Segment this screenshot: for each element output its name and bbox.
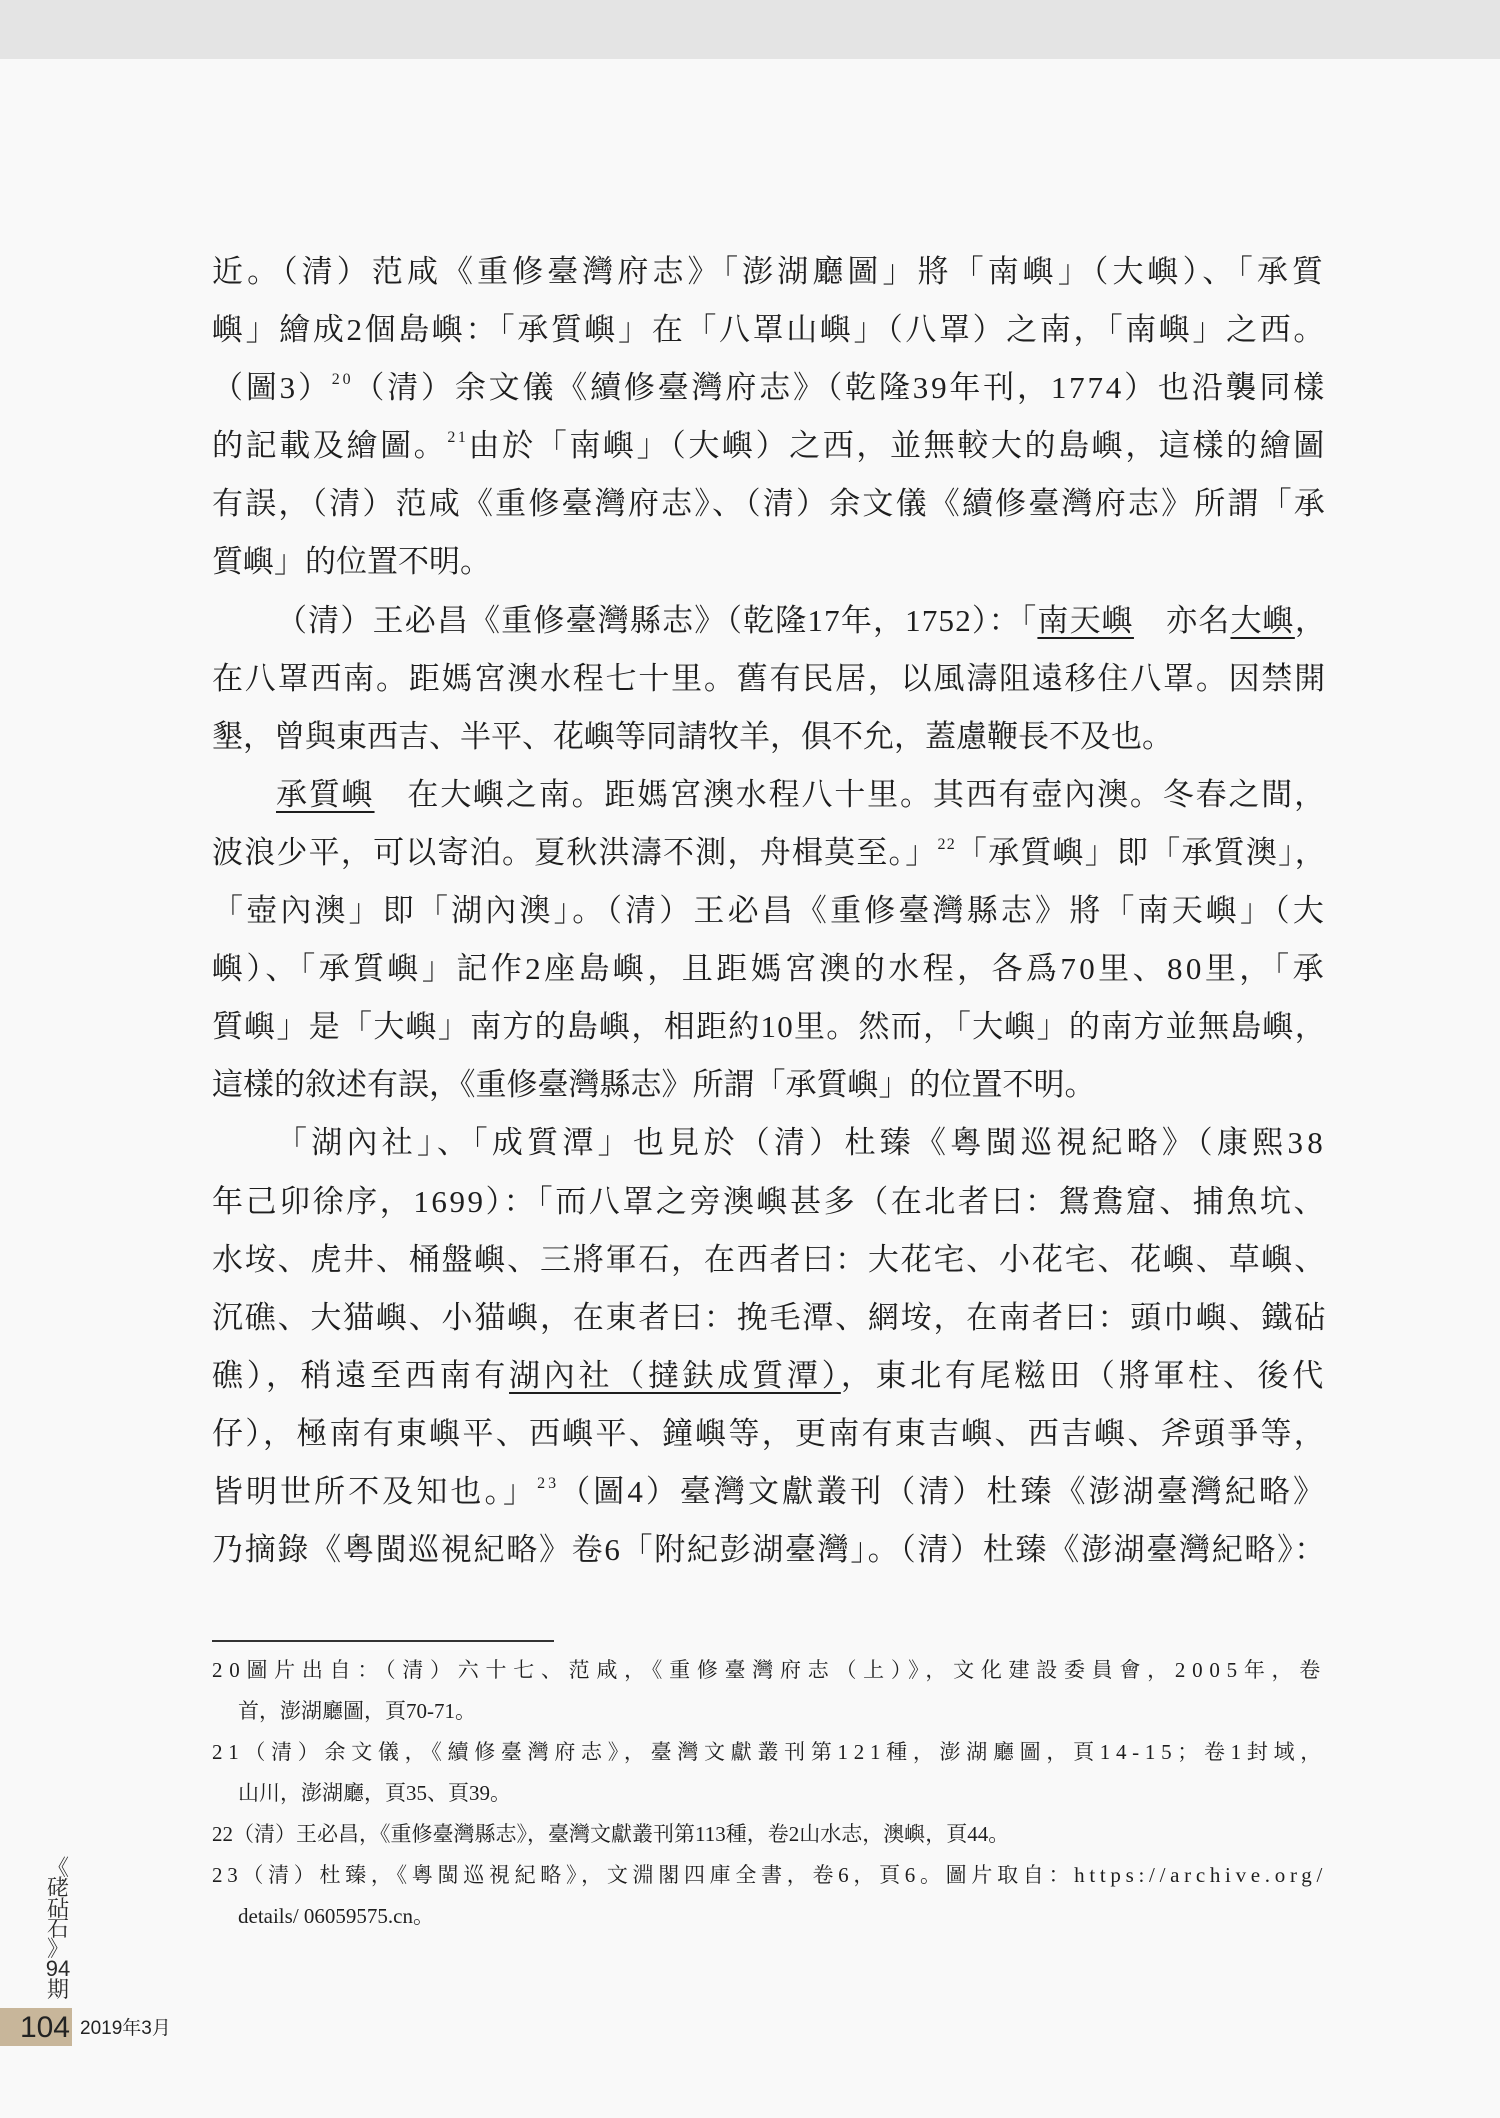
footnote-ref: 22 (937, 835, 956, 853)
text-line (212, 1056, 1327, 1114)
underlined-text: 大嶼 (1230, 602, 1295, 638)
text-segment: 嶼）、「承質嶼」記作2座島嶼，且距媽宮澳的水程，各爲70里、80里，「承 (212, 951, 1327, 987)
text-line (212, 1347, 1327, 1405)
text-line (212, 998, 1327, 1056)
text-segment: 年己卯徐序，1699）：「而八罩之旁澳嶼甚多（在北者曰：鴛鴦窟、捕魚坑、 (212, 1183, 1327, 1219)
text-segment: 近。（清）范咸《重修臺灣府志》「澎湖廳圖」將「南嶼」（大嶼）、「承質 (212, 254, 1327, 289)
text-segment: 仔），極南有東嶼平、西嶼平、鐘嶼等，更南有東吉嶼、西吉嶼、斧頭爭等， (212, 1415, 1327, 1451)
text-line (212, 301, 1327, 359)
text-line (212, 533, 1327, 591)
text-segment: 波浪少平，可以寄泊。夏秋洪濤不測，舟楫莫至。」 (212, 834, 938, 870)
text-line (212, 766, 1327, 824)
text-segment: 礁），稍遠至西南有 (212, 1357, 510, 1393)
text-line (212, 1289, 1327, 1347)
underlined-text: 湖內社（撻鈇成質潭） (509, 1357, 841, 1393)
text-line (212, 475, 1327, 533)
text-segment: 質嶼」的位置不明。 (212, 544, 491, 580)
text-segment: （清）余文儀《續修臺灣府志》（乾隆39年刊，1774）也沿襲同樣 (353, 370, 1328, 406)
underlined-text: 南天嶼 (1037, 602, 1134, 638)
text-line (212, 824, 1327, 882)
text-segment: 乃摘錄《粵閩巡視紀略》卷6「附紀彭湖臺灣」。（清）杜臻《澎湖臺灣紀略》： (212, 1532, 1327, 1568)
scan-top-band (0, 0, 1500, 59)
text-segment: 嶼」繪成2個島嶼：「承質嶼」在「八罩山嶼」（八罩）之南，「南嶼」之西。 (212, 312, 1327, 348)
footnote-line: 首，澎湖廳圖，頁70-71。 (238, 1699, 476, 1723)
text-line (212, 650, 1327, 708)
text-line (212, 1521, 1327, 1579)
footnote-ref: 20 (331, 371, 354, 389)
text-segment: 「承質嶼」即「承質澳」， (955, 834, 1328, 870)
text-segment: ， (1294, 602, 1328, 638)
text-segment: 「湖內社」、「成質潭」也見於（清）杜臻《粵閩巡視紀略》（康熙38 (276, 1125, 1327, 1161)
text-segment: 亦名 (1133, 602, 1231, 638)
spine-char: 94 (45, 1956, 71, 1982)
text-segment: 的記載及繪圖。 (212, 428, 448, 464)
body-text (212, 243, 1327, 1579)
spine-char: 》 (46, 1936, 69, 1962)
footnote-line: 21（清）余文儀，《續修臺灣府志》，臺灣文獻叢刊第121種，澎湖廳圖，頁14-15；卷1封域， (212, 1740, 1327, 1764)
text-line (212, 708, 1327, 766)
text-line (212, 1463, 1327, 1521)
spine-char: 硓 (46, 1875, 69, 1901)
text-line (212, 940, 1327, 998)
spine-char: 砧 (46, 1895, 69, 1921)
spine-char: 期 (46, 1976, 69, 2002)
text-line (212, 1231, 1327, 1289)
text-line (212, 417, 1327, 475)
footnote-line: 山川，澎湖廳，頁35、頁39。 (238, 1781, 511, 1805)
footnote-line: 22（清）王必昌，《重修臺灣縣志》，臺灣文獻叢刊第113種，卷2山水志，澳嶼，頁44。 (212, 1822, 1010, 1846)
text-segment: 水垵、虎井、桶盤嶼、三將軍石，在西者曰：大花宅、小花宅、花嶼、草嶼、 (212, 1241, 1327, 1277)
text-segment: （圖4）臺灣文獻叢刊（清）杜臻《澎湖臺灣紀略》 (559, 1473, 1328, 1509)
footnote-ref: 21 (447, 429, 469, 447)
text-line (212, 1114, 1327, 1172)
text-line (212, 882, 1327, 940)
text-segment: （清）王必昌《重修臺灣縣志》（乾隆17年，1752）：「 (276, 602, 1038, 638)
footnote-ref: 23 (537, 1474, 560, 1492)
spine-char: 《 (46, 1855, 69, 1880)
footnote-line: details/ 06059575.cn。 (238, 1904, 434, 1928)
text-segment: 這樣的敘述有誤，《重修臺灣縣志》所謂「承質嶼」的位置不明。 (212, 1067, 1096, 1103)
text-line (212, 359, 1327, 417)
text-segment: （圖3） (212, 370, 332, 406)
footnote-line: 20圖片出自：（清）六十七、范咸，《重修臺灣府志（上）》，文化建設委員會，2005年，卷 (212, 1658, 1327, 1682)
text-segment: 在大嶼之南。距媽宮澳水程八十里。其西有壺內澳。冬春之間， (374, 776, 1327, 812)
text-segment: 在八罩西南。距媽宮澳水程七十里。舊有民居，以風濤阻遠移住八罩。因禁開 (212, 660, 1327, 696)
text-line (212, 1405, 1327, 1463)
footnotes (212, 1650, 1327, 1937)
text-line (212, 592, 1327, 650)
text-segment: 墾，曾與東西吉、半平、花嶼等同請牧羊，俱不允，蓋慮鞭長不及也。 (212, 718, 1173, 754)
text-segment: 皆明世所不及知也。」 (212, 1473, 538, 1509)
text-segment: 「壺內澳」即「湖內澳」。（清）王必昌《重修臺灣縣志》將「南天嶼」（大 (212, 893, 1327, 929)
underlined-text: 承質嶼 (276, 776, 375, 812)
text-segment: 沉礁、大猫嶼、小猫嶼，在東者曰：挽毛潭、網垵，在南者曰：頭巾嶼、鐵砧 (212, 1299, 1327, 1335)
spine-char: 石 (46, 1915, 69, 1941)
text-line (212, 243, 1327, 301)
journal-title-vertical (40, 1855, 76, 2002)
text-segment: ，東北有尾糍田（將軍柱、後代 (840, 1357, 1328, 1393)
footnote-divider (212, 1640, 554, 1642)
text-segment: 有誤，（清）范咸《重修臺灣府志》、（清）余文儀《續修臺灣府志》所謂「承 (212, 486, 1327, 522)
text-segment: 由於「南嶼」（大嶼）之西，並無較大的島嶼，這樣的繪圖 (468, 428, 1328, 464)
page-number: 104 (0, 2008, 72, 2046)
text-segment: 質嶼」是「大嶼」南方的島嶼，相距約10里。然而，「大嶼」的南方並無島嶼， (212, 1009, 1327, 1045)
footnote-line: 23（清）杜臻，《粵閩巡視紀略》，文淵閣四庫全書，卷6，頁6。圖片取自：https://archive.org/ (212, 1863, 1327, 1887)
text-line (212, 1173, 1327, 1231)
issue-date: 2019年3月 (80, 2018, 171, 2039)
